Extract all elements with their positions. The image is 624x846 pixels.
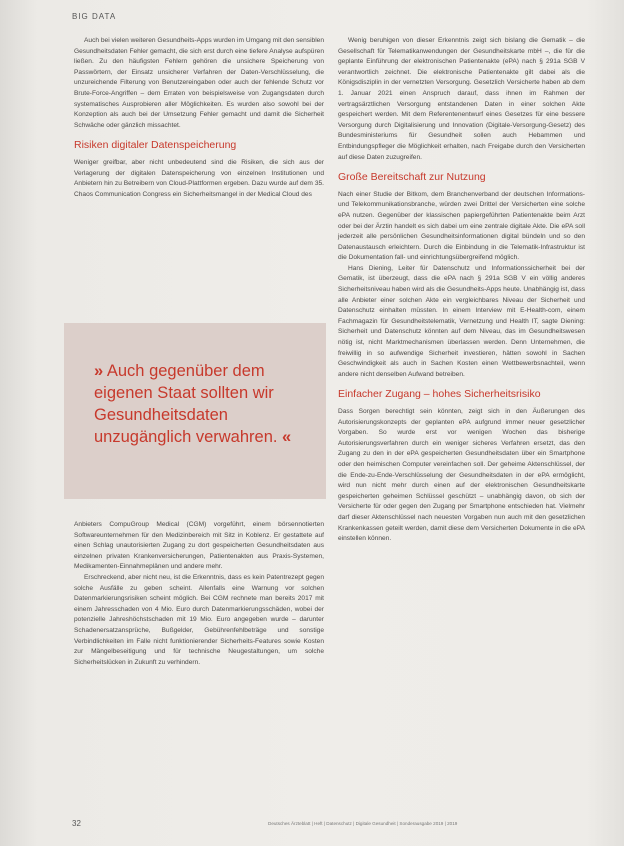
quote-text: Auch gegenüber dem eigenen Staat sollten wir Gesundheitsdaten unzugänglich verwahren. [94, 362, 278, 446]
left-column-top [74, 36, 324, 200]
footer-source: Deutsches Ärzteblatt | Heft | Datenschutz | Digitale Gesundheit | Sonderausgabe 2019 | 2019 [268, 821, 458, 826]
left-column-bottom [74, 520, 324, 668]
paragraph: Hans Diening, Leiter für Datenschutz und Informationssicherheit bei der Gematik, ist überzeugt, dass die ePA nach § 291a SGB V ein völlig anderes Sicherheitsniveau haben wird als die Gesundheits-Apps heute. Unabhängig ist, dass alle Anbieter einer solchen Akte ein vergleichbares Niveau der Sicherheit und Datenschutz einhalten müssten. In einem Interview mit E-Health-com, einem Fachmagazin für Gesundheitstelematik, Vernetzung und Health IT, sagte Diening: Sicherheit und Datenschutz könnten auf dem Niveau, das im Gesundheitswesen nötig ist, nicht Marktmechanismen überlassen werden. Denn Unternehmen, die freiwillig in so aufwendige Sicherheit investieren, hätten sowohl in Sachen Geschwindigkeit als auch in Sachen Kosten einen Wettbewerbsnachteil, wenn andere nicht denselben Aufwand betreiben. [338, 264, 585, 378]
quote-open-mark: » [94, 362, 104, 380]
heading-bereitschaft: Große Bereitschaft zur Nutzung [338, 171, 486, 184]
quote-close-mark: « [282, 428, 292, 446]
pull-quote [94, 360, 314, 448]
paragraph: Dass Sorgen berechtigt sein könnten, zeigt sich in den Äußerungen des Autorisierungskonzepts der geplanten ePA aufgrund immer neuer gesetzlicher Vorgaben. So wurde erst vor wenigen Wochen das bisherige Autorisierungsverfahren durch ein weniger sicheres Verfahren ersetzt, das den Zugang zu den in der ePA gespeicherten Gesundheitsdaten über ein Smartphone oder den heimischen Computer vereinfachen soll. Der geheime Aktenschlüssel, der die Ende-zu-Ende-Verschlüsselung der Gesundheitsdaten in der ePA ermöglicht, wird nun nicht mehr durch einen auf der elektronischen Gesundheitskarte gespeicherten geheimen Schlüssel geschützt – unabhängig davon, ob sich der Versicherte für oder gegen den Zugang per Smartphone entschieden hat. Vielmehr darf dieser Aktenschlüssel nach neuesten Vorgaben nun auch mit den gesetzlichen Krankenkassen geteilt werden, damit diese dem Versicherten Dokumente in die ePA einstellen können. [338, 408, 585, 543]
heading-zugang: Einfacher Zugang – hohes Sicherheitsrisiko [338, 388, 541, 401]
paragraph: Weniger greifbar, aber nicht unbedeutend sind die Risiken, die sich aus der Verlagerung der digitalen Datenspeicherung von einzelnen Institutionen und Anbietern hin zu Betreibern von Cloud-Plattformen ergeben. Dazu wurde auf dem 35. Chaos Communication Congress ein Sicherheitsmangel in der Medical Cloud des [74, 158, 324, 198]
paragraph: Anbieters CompuGroup Medical (CGM) vorgeführt, einem börsennotierten Softwareunternehmen für den Medizinbereich mit Sitz in Koblenz. Er gestattete auf einen Schlag unautorisierten Zugang zu dort gespeicherten Gesundheitsdaten aus einzelnen privaten Krankenversicherungen, Patientenakten aus Praxis-Systemen, Medikamenten-Einnahmeplänen und andere mehr. [74, 521, 324, 571]
paragraph: Auch bei vielen weiteren Gesundheits-Apps wurden im Umgang mit den sensiblen Gesundheitsdaten Fehler gemacht, die sich erst durch eine tiefere Analyse aufspüren ließen. Zu den häufigsten Fehlern gehören die unsichere Speicherung von Passwörtern, der Einsatz unsicherer Verfahren der Daten-Verschlüsselung, die unzureichende Filterung von Benutzereingaben oder auch der fehlende Schutz vor Brute-Force-Angriffen – dem Erraten von beispielsweise von Zugangsdaten durch systematisches Ausprobieren aller Möglichkeiten. Es wurden also sowohl bei der Konzeption als auch bei der Umsetzung Fehler gemacht und damit die Sicherheit Schwäche oder gänzlich missachtet. [74, 37, 324, 129]
heading-risiken: Risiken digitaler Datenspeicherung [74, 139, 237, 152]
section-label: BIG DATA [72, 12, 117, 21]
paragraph: Erschreckend, aber nicht neu, ist die Erkenntnis, dass es kein Patentrezept gegen solche Ausfälle zu geben scheint. Allenfalls eine Warnung vor solchen Datenmarkierungsrisiken scheint möglich. Bei CGM rechnete man bereits 2017 mit einem Jahresschaden von 4 Mio. Euro durch Datenmarkierungsschäden, wobei der potenzielle Jahreshöchstschaden mit 19 Mio. Euro angegeben wurde – darunter Schadenersatzansprüche, Bußgelder, Gebührenfehlbeträge und sonstige Verbindlichkeiten im Falle nicht funktionierender Sicherheits-Features sowie Kosten zur Mängelbeseitigung und für technische Neugestaltungen, um solche Sicherheitslücken in Zukunft zu verhindern. [74, 573, 324, 666]
paragraph: Nach einer Studie der Bitkom, dem Branchenverband der deutschen Informations- und Telekommunikationsbranche, würden zwei Drittel der Versicherten eine solche ePA nutzen. Gegenüber der klassischen papiergeführten Patientenakte beim Arzt oder bei der Ärztin handelt es sich dabei um eine zentrale digitale Akte. Die ePA soll jederzeit alle persönlichen Gesundheitsinformationen digital bündeln und so den Datenaustausch erleichtern. Durch die Einbindung in die Telematik-Infrastruktur ist die Dokumentation fall- und einrichtungsübergreifend möglich. [338, 190, 585, 262]
page-number: 32 [72, 819, 81, 828]
paragraph: Wenig beruhigen von dieser Erkenntnis zeigt sich bislang die Gematik – die Gesellschaft für Telematikanwendungen der Gesundheitskarte mbH –, die für die geplante Einführung der elektronischen Patientenakte (ePA) nach § 291a SGB V verantwortlich zeichnet. Die elektronische Patientenakte gilt dabei als die Königsdisziplin in der vernetzten Versorgung. Gesetzlich Versicherte haben ab dem 1. Januar 2021 einen Anspruch darauf, dass ihnen im Rahmen der vertragsärztlichen Versorgung entstandenen Daten in einer solchen Akte gespeichert werden. Mit dem Referentenentwurf eines Gesetzes für eine bessere Versorgung durch Digitalisierung und Innovation (Digitale-Versorgung-Gesetz) des Bundesministeriums für Gesundheit sollen auch Hebammen und Entbindungspfleger die Möglichkeit erhalten, nach Freigabe durch den Versicherten auf diese Daten zuzugreifen. [338, 37, 585, 161]
right-column [338, 36, 585, 545]
